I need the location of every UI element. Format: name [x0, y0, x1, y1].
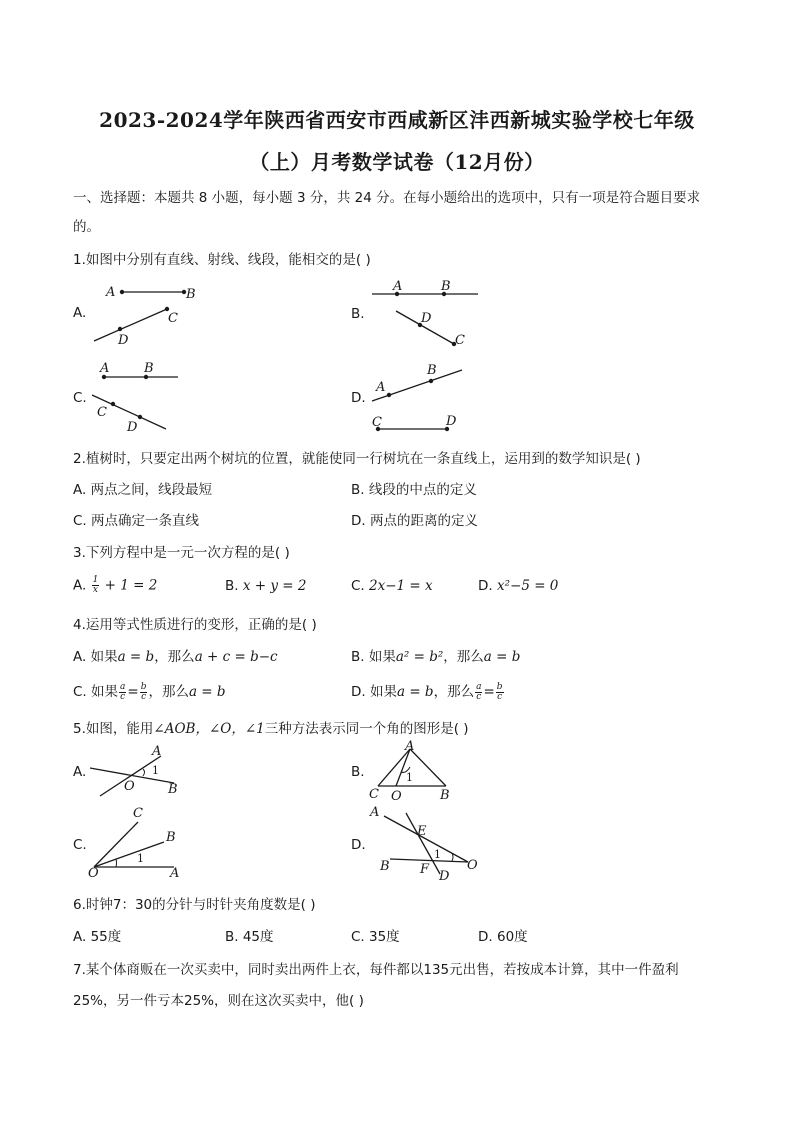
q1c-point-d: D [127, 420, 138, 435]
q1-figure-d [368, 360, 468, 436]
section-header-line2: 的。 [73, 219, 100, 235]
q1a-point-c: C [168, 311, 178, 326]
q5c-angle-1: 1 [137, 852, 144, 865]
q5d-point-o: O [467, 858, 478, 873]
q5c-point-c: C [133, 806, 143, 821]
q5b-angle-1: 1 [406, 771, 413, 784]
question-7-line2: 25%，另一件亏本25%，则在这次买卖中，他( ) [73, 993, 364, 1009]
q1b-point-c: C [455, 333, 465, 348]
q5d-point-f: F [420, 862, 430, 877]
q1-figure-c [88, 356, 188, 436]
q5a-point-a: A [152, 744, 162, 759]
q1a-point-a: A [106, 285, 116, 300]
exam-title-line1: 2023-2024学年陕西省西安市西咸新区沣西新城实验学校七年级 [99, 108, 695, 132]
q5-figure-b [368, 740, 468, 802]
q6-option-b: B. 45度 [225, 929, 274, 945]
q2-option-d: D. 两点的距离的定义 [351, 513, 478, 529]
q6-option-c: C. 35度 [351, 929, 400, 945]
q1a-point-b: B [186, 287, 196, 302]
q1a-point-d: D [118, 333, 129, 348]
q5a-angle-1: 1 [152, 764, 159, 777]
question-1-stem: 1.如图中分别有直线、射线、线段，能相交的是( ) [73, 252, 371, 268]
q1-option-a-label: A. [73, 305, 87, 321]
q1b-point-a: A [393, 279, 403, 294]
q1-option-c-label: C. [73, 390, 87, 406]
q5-option-a-label: A. [73, 764, 87, 780]
q4-option-b: B. 如果a² = b²，那么a = b [351, 649, 521, 665]
q5d-angle-1: 1 [434, 848, 441, 861]
q1d-point-b: B [427, 363, 437, 378]
q1b-point-d: D [421, 311, 432, 326]
question-3-stem: 3.下列方程中是一元一次方程的是( ) [73, 545, 290, 561]
question-5-stem: 5.如图，能用∠AOB，∠O，∠1三种方法表示同一个角的图形是( ) [73, 721, 469, 737]
q2-option-c: C. 两点确定一条直线 [73, 513, 200, 529]
q5-figure-c [88, 803, 198, 879]
q3-option-b: B. x + y = 2 [225, 578, 307, 594]
q1d-point-a: A [376, 380, 386, 395]
q1-option-b-label: B. [351, 306, 365, 322]
q4-option-a: A. 如果a = b，那么a + c = b−c [73, 649, 278, 665]
q1c-point-b: B [144, 361, 154, 376]
q5c-point-a: A [170, 866, 180, 881]
q1-figure-a [88, 280, 208, 348]
q2-option-a: A. 两点之间，线段最短 [73, 482, 213, 498]
section-header-line1: 一、选择题：本题共 8 小题，每小题 3 分，共 24 分。在每小题给出的选项中，只有一项是符合题目要求 [73, 190, 701, 206]
q1d-point-c: C [372, 415, 382, 430]
question-6-stem: 6.时钟7：30的分针与时针夹角度数是( ) [73, 897, 316, 913]
q5-option-d-label: D. [351, 837, 366, 853]
q1-option-d-label: D. [351, 390, 366, 406]
question-7-line1: 7.某个体商贩在一次买卖中，同时卖出两件上衣，每件都以135元出售，若按成本计算，其中一件盈利 [73, 962, 679, 978]
q1c-point-a: A [100, 361, 110, 376]
exam-title-line2: （上）月考数学试卷（12月份） [249, 150, 545, 174]
q1d-point-d: D [446, 414, 457, 429]
q6-option-d: D. 60度 [478, 929, 528, 945]
q5b-point-c: C [369, 787, 379, 802]
q5-option-c-label: C. [73, 837, 87, 853]
q5-figure-d [368, 803, 483, 883]
question-4-stem: 4.运用等式性质进行的变形，正确的是( ) [73, 617, 317, 633]
q5d-point-b: B [380, 859, 390, 874]
q5-figure-a [88, 742, 198, 802]
q4-option-c: C. 如果 $\frac{a}{c}$ = $\frac{b}{c}$ ，那么a = b [73, 681, 226, 702]
q1c-point-c: C [97, 405, 107, 420]
q5a-point-b: B [168, 782, 178, 797]
q1-figure-b [368, 280, 483, 352]
q1b-point-b: B [441, 279, 451, 294]
q5c-point-o: O [88, 866, 99, 881]
q3a-frac-num: 1 [92, 575, 99, 585]
q5-option-b-label: B. [351, 764, 365, 780]
q6-option-a: A. 55度 [73, 929, 122, 945]
q5b-point-b: B [440, 788, 450, 803]
q5d-point-d: D [439, 869, 450, 884]
q3-option-c: C. 2x−1 = x [351, 578, 433, 594]
q5d-point-a: A [370, 805, 380, 820]
q4-option-d: D. 如果a = b，那么 $\frac{a}{c}$ = $\frac{b}{c}$ [351, 681, 503, 702]
q5b-point-o: O [391, 789, 402, 804]
q5b-point-a: A [405, 739, 415, 754]
q5c-point-b: B [166, 830, 176, 845]
q3-option-a: A. $\frac{1}{x}$ + 1 = 2 [73, 575, 158, 595]
q5a-point-o: O [124, 779, 135, 794]
q3-option-d: D. x²−5 = 0 [478, 578, 559, 594]
question-2-stem: 2.植树时，只要定出两个树坑的位置，就能使同一行树坑在一条直线上，运用到的数学知识是( ) [73, 451, 641, 467]
q2-option-b: B. 线段的中点的定义 [351, 482, 477, 498]
q5d-point-e: E [417, 824, 427, 839]
q3a-frac-den: x [92, 585, 98, 595]
